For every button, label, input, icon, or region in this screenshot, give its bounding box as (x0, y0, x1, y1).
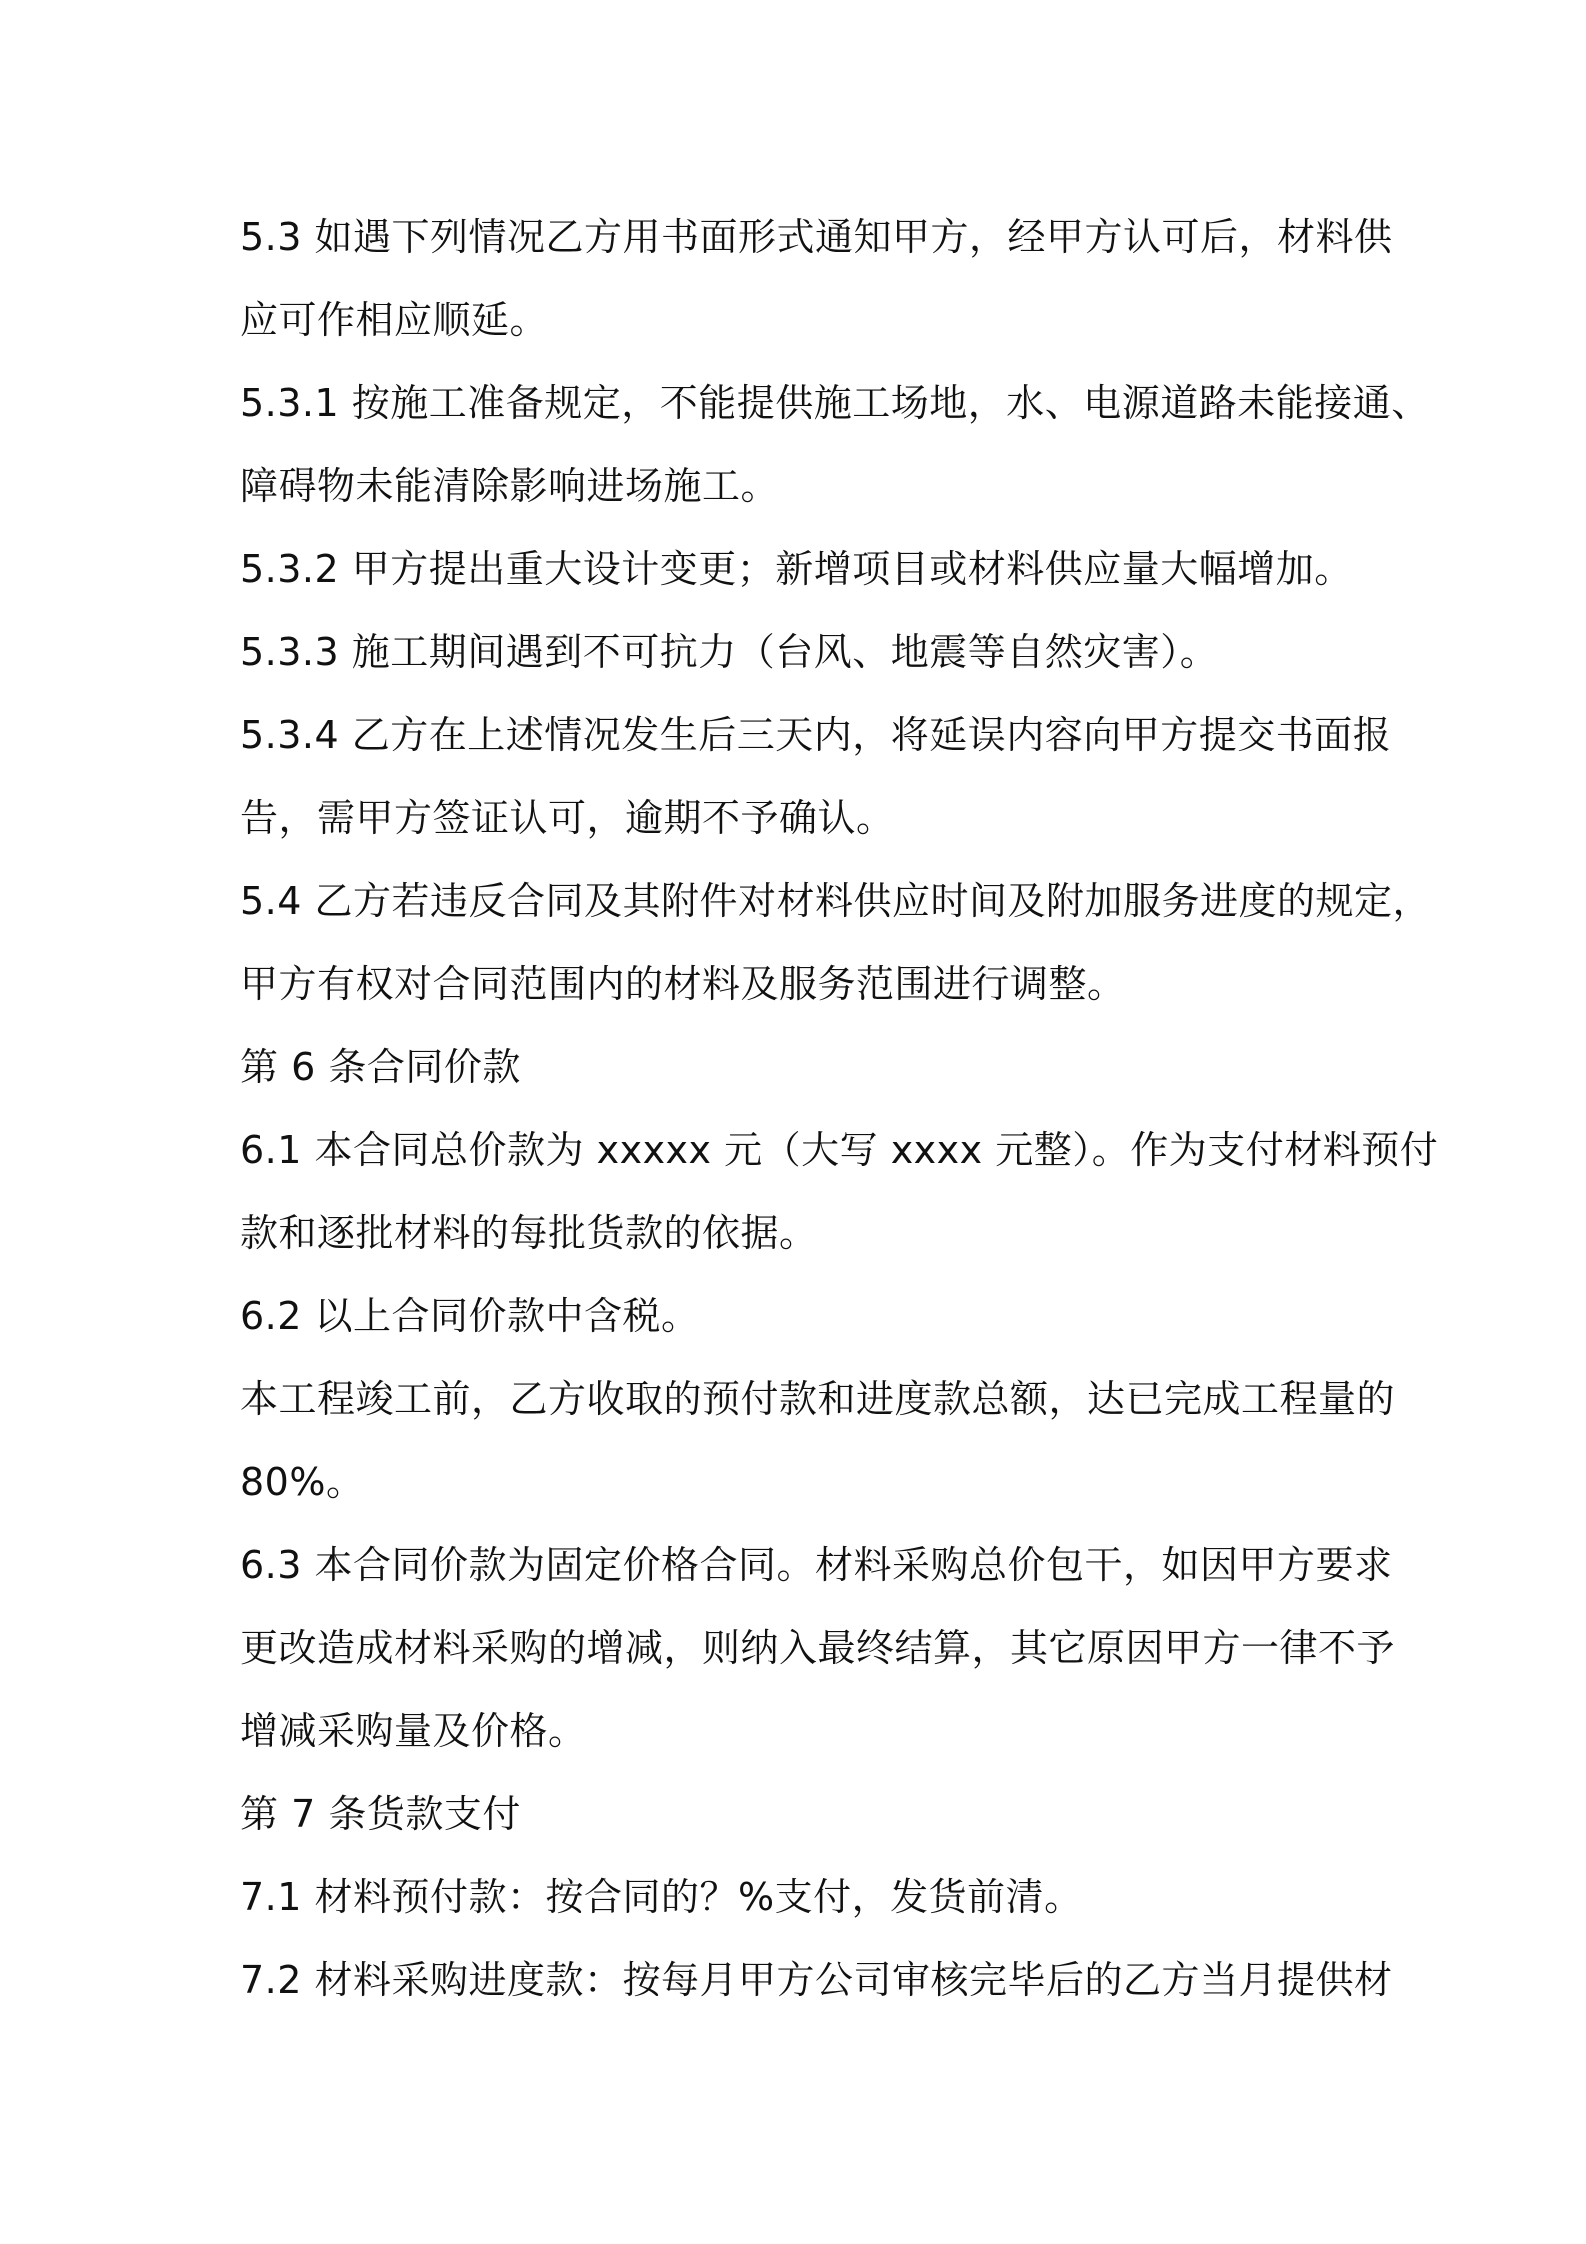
text-line: 更改造成材料采购的增减，则纳入最终结算，其它原因甲方一律不予 (240, 1626, 1396, 1670)
text-line: 应可作相应顺延。 (240, 298, 549, 342)
text-line: 7.1 材料预付款：按合同的？%支付，发货前清。 (240, 1875, 1083, 1919)
text-line: 5.3.2 甲方提出重大设计变更；新增项目或材料供应量大幅增加。 (240, 547, 1353, 591)
document-body (240, 196, 1439, 2022)
text-line: 甲方有权对合同范围内的材料及服务范围进行调整。 (240, 962, 1126, 1006)
text-line: 5.3.1 按施工准备规定，不能提供施工场地，水、电源道路未能接通、 (240, 381, 1430, 425)
text-line: 6.2 以上合同价款中含税。 (240, 1294, 700, 1338)
text-line: 增减采购量及价格。 (240, 1709, 587, 1753)
text-line: 7.2 材料采购进度款：按每月甲方公司审核完毕后的乙方当月提供材 (240, 1958, 1393, 2002)
section-heading: 第 6 条合同价款 (240, 1045, 521, 1089)
text-line: 6.3 本合同价款为固定价格合同。材料采购总价包干，如因甲方要求 (240, 1543, 1393, 1587)
text-line: 款和逐批材料的每批货款的依据。 (240, 1211, 818, 1255)
text-line: 6.1 本合同总价款为 xxxxx 元（大写 xxxx 元整）。作为支付材料预付 (240, 1128, 1439, 1172)
text-line: 本工程竣工前，乙方收取的预付款和进度款总额，达已完成工程量的 (240, 1377, 1396, 1421)
text-line: 告，需甲方签证认可，逾期不予确认。 (240, 796, 895, 840)
section-heading: 第 7 条货款支付 (240, 1792, 521, 1836)
text-line: 障碍物未能清除影响进场施工。 (240, 464, 780, 508)
text-line: 5.3.4 乙方在上述情况发生后三天内，将延误内容向甲方提交书面报 (240, 713, 1392, 757)
text-line: 5.4 乙方若违反合同及其附件对材料供应时间及附加服务进度的规定， (240, 879, 1432, 923)
text-line: 80%。 (240, 1460, 365, 1504)
text-line: 5.3 如遇下列情况乙方用书面形式通知甲方，经甲方认可后，材料供 (240, 215, 1393, 259)
text-line: 5.3.3 施工期间遇到不可抗力（台风、地震等自然灾害）。 (240, 630, 1219, 674)
